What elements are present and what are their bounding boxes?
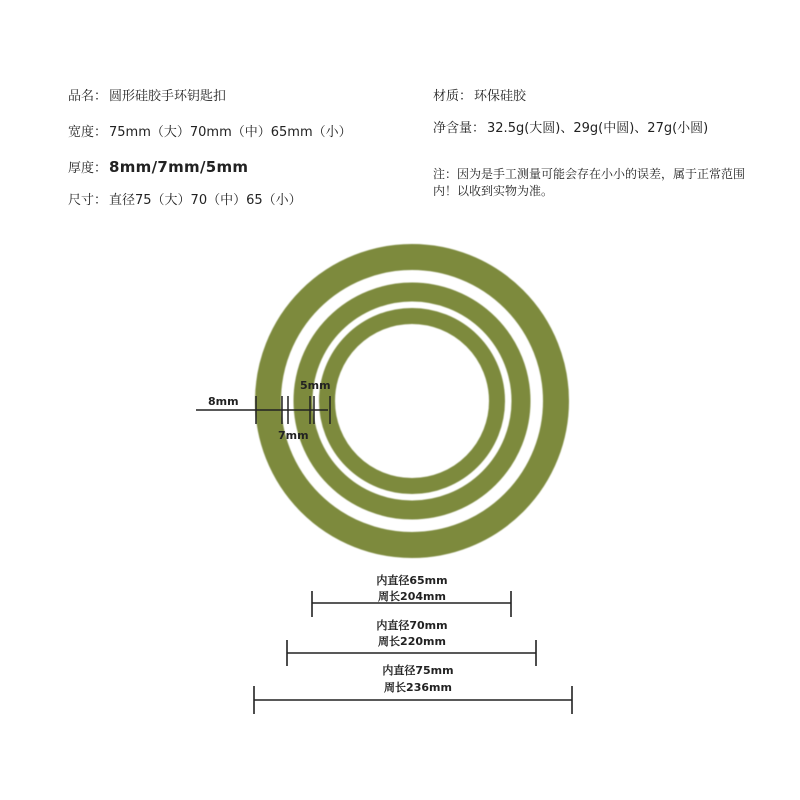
ring-medium [303, 292, 521, 510]
inner-diameter-label: 内直径65mm [376, 574, 448, 587]
measure-row-small [312, 573, 511, 617]
thickness-label-small: 5mm [300, 379, 331, 392]
spec-row-size: 尺寸： 直径75（大）70（中）65（小） [68, 193, 302, 208]
ring-small [327, 316, 497, 486]
spec-row-net-weight: 净含量： 32.5g(大圆)、29g(中圆)、27g(小圆) [433, 121, 709, 136]
thickness-label-medium: 7mm [278, 429, 309, 442]
measure-row-medium [287, 618, 536, 666]
spec-row-thickness: 厚度： 8mm/7mm/5mm [68, 158, 249, 176]
circumference-label: 周长204mm [378, 590, 446, 603]
spec-row-width: 宽度： 75mm（大）70mm（中）65mm（小） [68, 125, 352, 140]
measure-row-large [254, 663, 572, 714]
spec-row-name: 品名： 圆形硅胶手环钥匙扣 [68, 89, 227, 104]
circumference-label: 周长220mm [378, 635, 446, 648]
spec-row-material: 材质： 环保硅胶 [433, 89, 527, 104]
inner-diameter-label: 内直径70mm [376, 619, 448, 632]
measurement-note: 注：因为是手工测量可能会存在小小的误差，属于正常范围内！以收到实物为准。 [433, 167, 746, 198]
inner-diameter-label: 内直径75mm [382, 664, 454, 677]
thickness-label-large: 8mm [208, 395, 239, 408]
circumference-label: 周长236mm [384, 681, 452, 694]
